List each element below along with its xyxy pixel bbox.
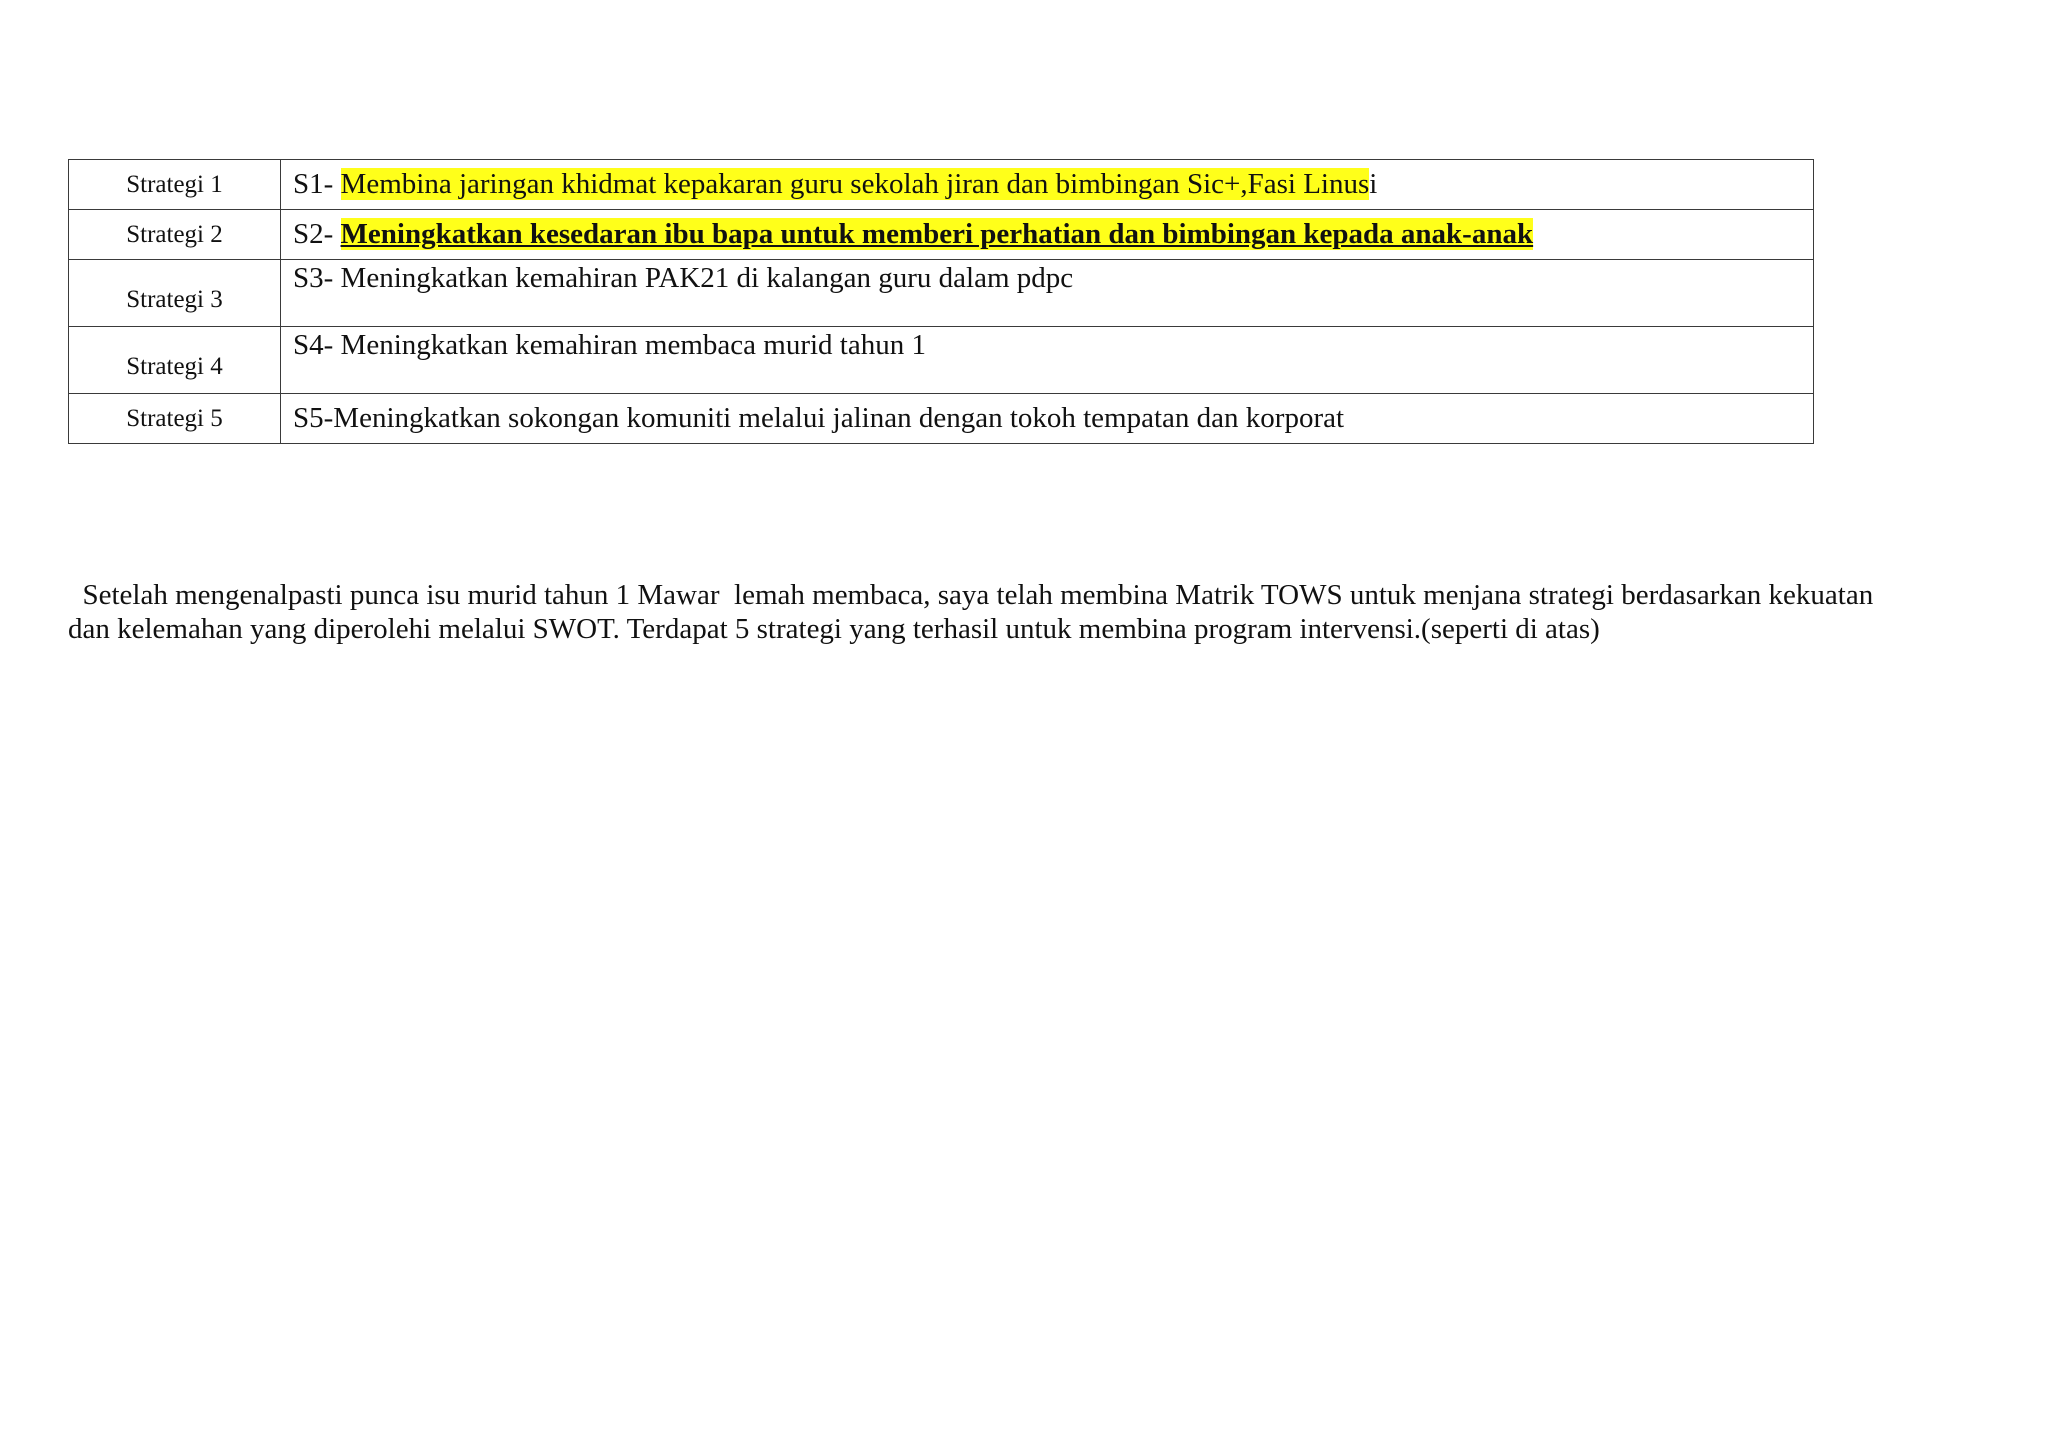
strategy-text: S5-Meningkatkan sokongan komuniti melalui jalinan dengan tokoh tempatan dan korporat [281,394,1814,444]
strategy-text: S3- Meningkatkan kemahiran PAK21 di kalangan guru dalam pdpc [281,260,1814,327]
strategy-prefix: S1- [293,168,341,200]
table-row [69,260,1814,327]
table-row [69,160,1814,210]
highlighted-strategy-text: Membina jaringan khidmat kepakaran guru sekolah jiran dan bimbingan Sic+,Fasi Linus [340,168,1370,200]
paragraph-line-1: Setelah mengenalpasti punca isu murid tahun 1 Mawar lemah membaca, saya telah membina Matrik TOWS untuk menjana strategi berdasarkan kekuatan [68,579,1874,611]
strategy-label: Strategi 1 [69,160,281,210]
strategy-text [281,160,1814,210]
strategy-label: Strategi 4 [69,327,281,394]
strategy-suffix: i [1369,168,1378,200]
strategy-label: Strategi 3 [69,260,281,327]
highlighted-strategy-text: Meningkatkan kesedaran ibu bapa untuk memberi perhatian dan bimbingan kepada anak-anak [340,218,1534,250]
strategy-prefix: S2- [293,218,341,250]
strategy-table [68,159,1814,444]
strategy-label: Strategi 5 [69,394,281,444]
strategy-text [281,210,1814,260]
summary-paragraph [68,578,1968,646]
strategy-label: Strategi 2 [69,210,281,260]
table-row [69,394,1814,444]
strategy-text: S4- Meningkatkan kemahiran membaca murid tahun 1 [281,327,1814,394]
table-row [69,327,1814,394]
paragraph-line-2: dan kelemahan yang diperolehi melalui SWOT. Terdapat 5 strategi yang terhasil untuk membina program intervensi.(seperti di atas) [68,613,1600,645]
table-row [69,210,1814,260]
